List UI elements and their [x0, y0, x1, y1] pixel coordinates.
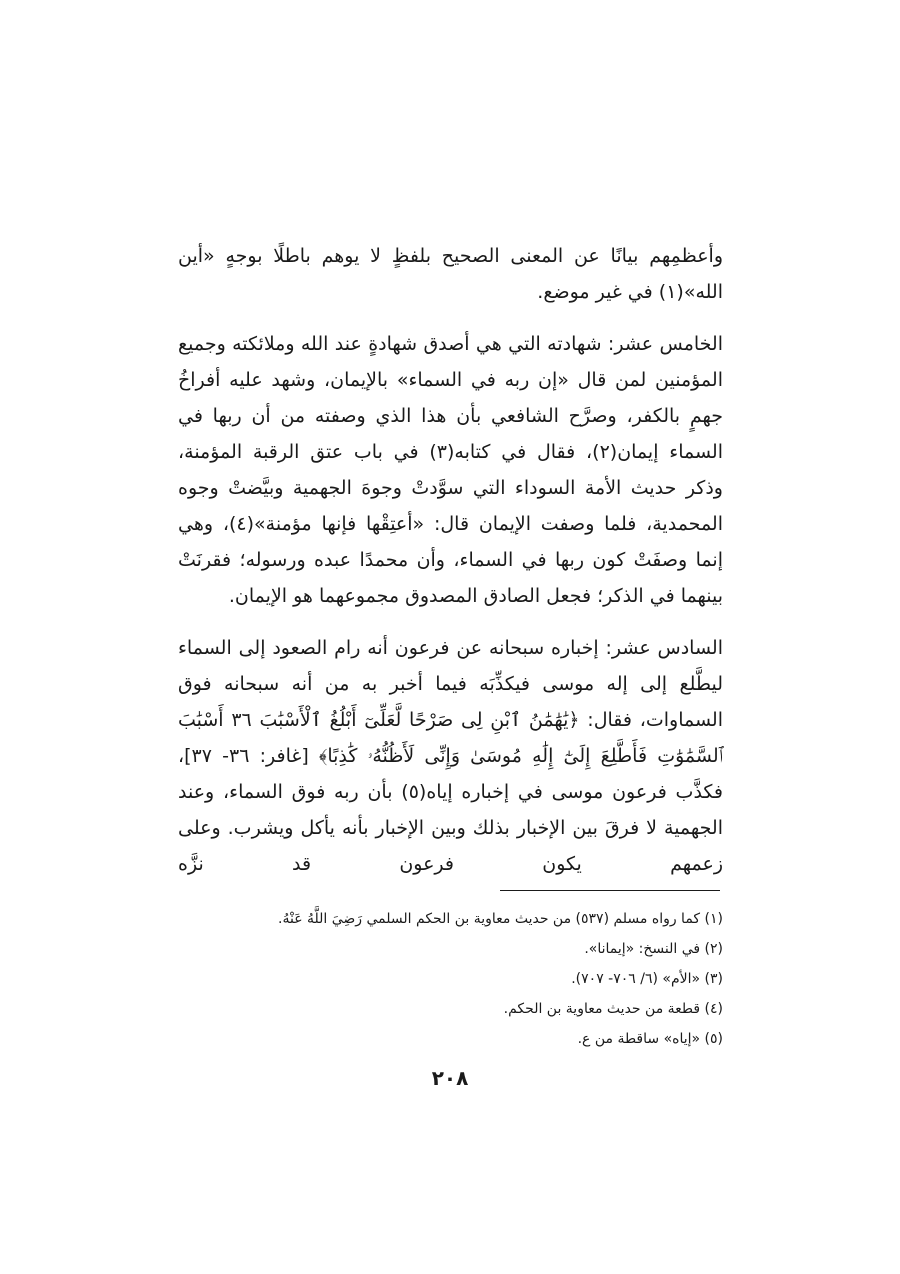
paragraph-2: الخامس عشر: شهادته التي هي أصدق شهادةٍ عند الله وملائكته وجميع المؤمنين لمن قال «إن ربه في السماء» بالإيمان، وشهد عليه أفراخُ جهمٍ بالكفر، وصرَّح الشافعي بأن هذا الذي وصفته من أن ربها في السماء إيمان(٢)، فقال في كتابه(٣) في باب عتق الرقبة المؤمنة، وذكر حديث الأمة السوداء التي سوَّدتْ وجوهَ الجهمية وبيَّضتْ وجوه المحمدية، فلما وصفت الإيمان قال: «أعتِقْها فإنها مؤمنة»(٤)، وهي إنما وصفَتْ كون ربها في السماء، وأن محمدًا عبده ورسوله؛ فقرنَتْ بينهما في الذكر؛ فجعل الصادق المصدوق مجموعهما هو الإيمان.	[178, 333, 723, 607]
paragraph-3: السادس عشر: إخباره سبحانه عن فرعون أنه رام الصعود إلى السماء ليطَّلع إلى إله موسى فيكذِّبَه فيما أخبر به من أنه سبحانه فوق السماوات، فقال: ﴿يَٰهَٰمَٰنُ ٱبْنِ لِى صَرْحًا لَّعَلِّىٓ أَبْلُغُ ٱلْأَسْبَٰبَ ٣٦ أَسْبَٰبَ ٱلسَّمَٰوَٰتِ فَأَطَّلِعَ إِلَىٰٓ إِلَٰهِ مُوسَىٰ وَإِنِّى لَأَظُنُّهُۥ كَٰذِبًا﴾ [غافر: ٣٦- ٣٧]، فكذَّب فرعون موسى في إخباره إياه(٥) بأن ربه فوق السماء، وعند الجهمية لا فرقَ بين الإخبار بذلك وبين الإخبار بأنه يأكل ويشرب. وعلى زعمهم يكون فرعون قد نزَّه	[178, 637, 723, 875]
main-text	[178, 238, 723, 898]
footnote-2: (٢) في النسخ: «إيمانا».	[584, 941, 723, 957]
footnote-4: (٤) قطعة من حديث معاوية بن الحكم.	[503, 1001, 723, 1017]
paragraph-1: وأعظمِهم بيانًا عن المعنى الصحيح بلفظٍ لا يوهم باطلًا بوجهٍ «أين الله»(١) في غير موضع.	[178, 245, 723, 303]
footnotes	[178, 904, 723, 1054]
footnote-divider	[500, 890, 720, 891]
footnote-5: (٥) «إياه» ساقطة من ع.	[577, 1031, 723, 1047]
footnote-1: (١) كما رواه مسلم (٥٣٧) من حديث معاوية بن الحكم السلمي رَضِيَ اللَّهُ عَنْهُ.	[278, 911, 723, 927]
page-number: ٢٠٨	[431, 1066, 469, 1090]
footnote-3: (٣) «الأم» (٦/ ٧٠٦- ٧٠٧).	[571, 971, 723, 987]
